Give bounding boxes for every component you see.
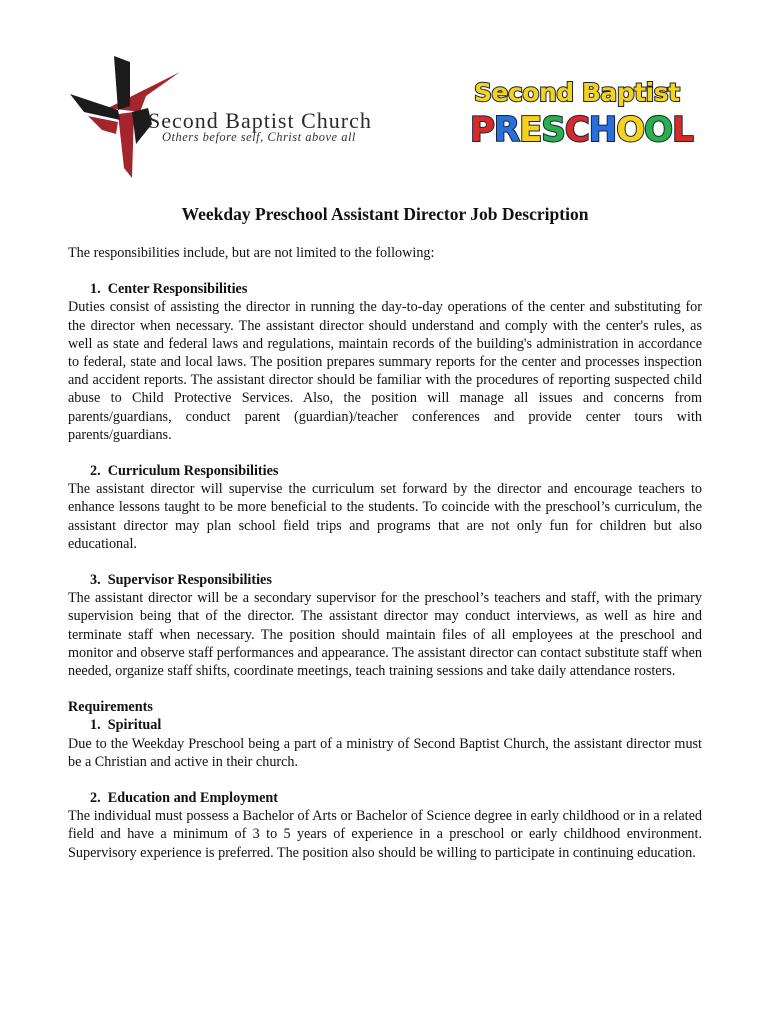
requirements-heading: Requirements [68, 699, 153, 716]
requirement-heading: 1. Spiritual [90, 717, 162, 734]
preschool-logo-letter: E [519, 110, 542, 150]
section-heading: 1. Center Responsibilities [90, 281, 248, 298]
section-center [68, 280, 702, 444]
preschool-logo-letter: O [644, 110, 673, 150]
preschool-logo-letter: H [588, 110, 617, 150]
preschool-logo-letter: C [564, 110, 589, 150]
preschool-logo-letter: R [493, 110, 520, 150]
intro-text: The responsibilities include, but are not limited to the following: [68, 245, 435, 261]
requirement-spiritual [68, 716, 702, 771]
section-body: The assistant director will be a secondary supervisor for the preschool’s teachers and staff, with the primary supervision being that of the director. The assistant director may conduct interviews, as well as hire and terminate staff when necessary. The position should maintain files of all employees at the preschool and monitor and observe staff performances and appearance. The assistant director can contact substitute staff when needed, organize staff shifts, coordinate meetings, teach training sessions and take daily attendance rosters. [68, 590, 702, 680]
preschool-logo-letter: L [672, 110, 693, 150]
church-logo [68, 50, 428, 180]
preschool-logo-top-text: Second Baptist [474, 78, 680, 107]
document-title: Weekday Preschool Assistant Director Job Description [181, 204, 589, 224]
section-supervisor [68, 571, 702, 680]
preschool-logo [468, 78, 704, 158]
church-name: Second Baptist Church [148, 108, 372, 133]
requirement-heading: 2. Education and Employment [90, 790, 279, 807]
requirement-body: Due to the Weekday Preschool being a part of a ministry of Second Baptist Church, the assistant director must be a Christian and active in their church. [68, 735, 702, 770]
section-heading: 3. Supervisor Responsibilities [90, 572, 272, 589]
church-motto: Others before self, Christ above all [162, 130, 356, 144]
preschool-logo-letter: S [541, 110, 565, 150]
document-body [68, 244, 702, 880]
preschool-logo-letter: P [470, 110, 494, 150]
preschool-logo-letters [470, 110, 693, 150]
requirement-body: The individual must possess a Bachelor of Arts or Bachelor of Science degree in early childhood or in a related field and have a minimum of 3 to 5 years of experience in a preschool or early childhood environment. Supervisory experience is preferred. The position also should be willing to participate in continuing education. [68, 808, 702, 861]
section-body: Duties consist of assisting the director in running the day-to-day operations of the center and substituting for the director when necessary. The assistant director should understand and comply with the center's rules, as well as state and federal laws and regulations, maintain records of the building's administration in accordance to federal, state and local laws. The position prepares summary reports for the center and processes inspection and accident reports. The assistant director should be familiar with the procedures of reporting suspected child abuse to Child Protective Services. Also, the position will manage all issues and concerns from parents/guardians, conduct parent (guardian)/teacher conferences and provide center tours with parents/guardians. [68, 299, 702, 443]
preschool-logo-letter: O [616, 110, 645, 150]
section-heading: 2. Curriculum Responsibilities [90, 463, 279, 480]
requirement-education [68, 789, 702, 862]
section-curriculum [68, 462, 702, 553]
preschool-logo-bottom-text [470, 110, 693, 150]
section-body: The assistant director will supervise the curriculum set forward by the director and encourage teachers to enhance lessons taught to be more beneficial to the students. To coincide with the preschool’s curriculum, the assistant director may plan school field trips and programs that are not only fun for children but also educational. [68, 481, 702, 552]
